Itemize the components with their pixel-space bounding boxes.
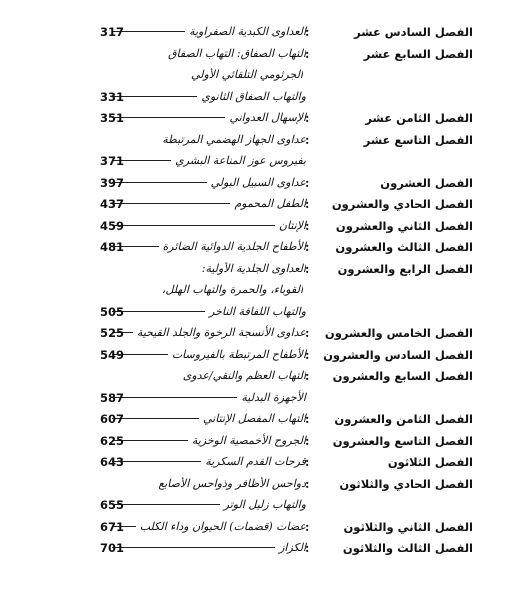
toc-row	[0, 431, 529, 453]
page-number: 607	[100, 412, 125, 426]
colon-separator: :	[305, 261, 310, 276]
entry-title: والتهاب اللفافة الناخر	[209, 304, 306, 318]
page-number: 459	[100, 218, 125, 233]
entry-title: القوباء، والحمرة والتهاب الهلل،	[161, 283, 303, 296]
entry-title: دواحس الأظافر وذواحس الأصابع	[158, 476, 306, 490]
colon-separator: :	[305, 46, 310, 61]
entry-title: التهاب المفصل الإنتاني	[203, 412, 306, 425]
toc-row	[0, 345, 529, 367]
toc-row	[0, 173, 529, 195]
toc-row	[0, 22, 529, 44]
toc-row	[0, 366, 529, 388]
entry-title: الأجهزة البدلية	[241, 390, 306, 404]
colon-separator: :	[305, 412, 310, 426]
entry-title-with-leader	[106, 412, 306, 425]
colon-separator: :	[305, 111, 310, 125]
page-number: 525	[100, 326, 125, 340]
page-number: 505	[100, 304, 125, 319]
entry-title: الأطفاح المرتبطة بالفيروسات	[171, 347, 306, 361]
chapter-label: الفصل الحادي والعشرون	[331, 197, 473, 211]
leader-line	[112, 547, 275, 548]
page-number: 371	[100, 154, 125, 168]
entry-title: التهاب العظم والنقي/عدوى	[182, 369, 306, 382]
chapter-label: الفصل التاسع عشر	[363, 132, 473, 147]
toc-row	[0, 388, 529, 410]
chapter-label: الفصل الثامن عشر	[365, 111, 473, 125]
entry-title-with-leader	[106, 434, 306, 447]
leader-line	[112, 96, 197, 97]
toc-row	[0, 280, 529, 302]
toc-row	[0, 44, 529, 66]
chapter-label: الفصل الثاني والعشرون	[335, 218, 473, 233]
toc-row	[0, 130, 529, 152]
entry-title: قرحات القدم السكرية	[205, 455, 306, 468]
page-number: 643	[100, 455, 125, 469]
toc-row	[0, 474, 529, 496]
page-number: 397	[100, 175, 125, 190]
colon-separator: :	[305, 175, 310, 190]
entry-title: الكزاز	[279, 541, 306, 554]
toc-row	[0, 259, 529, 281]
toc-row	[0, 495, 529, 517]
toc-row	[0, 151, 529, 173]
entry-title-with-leader	[106, 25, 306, 38]
colon-separator: :	[305, 25, 310, 39]
chapter-label: الفصل الثاني والثلاثون	[343, 519, 473, 534]
toc-row	[0, 517, 529, 539]
entry-title-with-leader	[106, 391, 306, 404]
colon-separator: :	[305, 455, 310, 469]
entry-title-with-leader	[106, 541, 306, 554]
entry-title-with-leader	[106, 176, 306, 189]
leader-line	[112, 504, 220, 505]
entry-title: والتهاب الصفاق الثانوي	[201, 89, 306, 103]
entry-title: العداوى الكبدية الصفراوية	[189, 25, 306, 38]
chapter-label: الفصل الرابع والعشرون	[337, 261, 473, 276]
entry-title: العداوى الجلدية الأولية:	[201, 261, 306, 275]
chapter-label: الفصل السابع والعشرون	[332, 369, 473, 383]
chapter-label: الفصل الخامس والعشرون	[324, 326, 473, 340]
entry-title: بفيروس عوز المناعة البشري	[175, 154, 306, 167]
page-number: 655	[100, 498, 125, 512]
colon-separator: :	[305, 218, 310, 233]
colon-separator: :	[305, 519, 310, 534]
entry-title: الجروح الأخمصية الوخزية	[191, 433, 306, 447]
entry-title: التهاب الصفاق: التهاب الصفاق	[168, 46, 306, 60]
colon-separator: :	[305, 347, 310, 362]
chapter-label: الفصل الثالث والثلاثون	[342, 541, 473, 555]
leader-line	[112, 418, 199, 419]
chapter-label: الفصل الثامن والعشرون	[334, 412, 473, 426]
leader-line	[112, 461, 201, 462]
entry-title: عداوى الجهاز الهضمي المرتبطة	[162, 132, 306, 146]
chapter-label: الفصل التاسع والعشرون	[332, 433, 473, 448]
toc-row	[0, 216, 529, 238]
colon-separator: :	[305, 132, 310, 147]
toc-row	[0, 409, 529, 431]
entry-title-with-leader	[106, 498, 306, 511]
toc-row	[0, 302, 529, 324]
entry-title: الإسهال العدواني	[229, 111, 306, 124]
entry-title-with-leader	[106, 90, 306, 103]
entry-title: الأطفاح الجلدية الدوائية الضائرة	[162, 240, 306, 253]
entry-title-with-leader	[106, 348, 306, 361]
toc-row	[0, 108, 529, 130]
toc-row	[0, 452, 529, 474]
chapter-label: الفصل الحادي والثلاثون	[339, 476, 473, 491]
leader-line	[112, 225, 275, 226]
colon-separator: :	[305, 240, 310, 254]
page-number: 317	[100, 25, 125, 39]
leader-line	[112, 117, 225, 118]
toc-row	[0, 65, 529, 87]
chapter-label: الفصل السادس والعشرون	[323, 347, 473, 362]
entry-title: عداوى الأنسجة الرخوة والجلد القيحية	[136, 326, 306, 339]
page-number: 671	[100, 519, 125, 534]
page-number: 331	[100, 89, 125, 104]
entry-title: الطفل المحموم	[234, 197, 306, 210]
entry-title-with-leader	[106, 520, 306, 533]
toc-row	[0, 538, 529, 560]
colon-separator: :	[305, 476, 310, 491]
entry-title: الجرثومي التلقائي الأولي	[190, 68, 303, 81]
table-of-contents	[0, 22, 529, 560]
page-number: 549	[100, 347, 125, 362]
entry-title-with-leader	[106, 197, 306, 210]
toc-row	[0, 87, 529, 109]
entry-title: عضات (قضمات) الحيوان وداء الكلب	[139, 519, 306, 533]
entry-title-with-leader	[106, 219, 306, 232]
page-number: 625	[100, 433, 125, 448]
entry-title: عداوى السبيل البولي	[210, 175, 306, 189]
toc-row	[0, 237, 529, 259]
chapter-label: الفصل السابع عشر	[363, 46, 473, 61]
leader-line	[112, 397, 237, 398]
colon-separator: :	[305, 197, 310, 211]
chapter-label: الفصل الثالث والعشرون	[335, 240, 473, 254]
entry-title-with-leader	[106, 455, 306, 468]
entry-title-with-leader	[106, 111, 306, 124]
page-number: 701	[100, 541, 125, 555]
entry-title-with-leader	[106, 240, 306, 253]
page-number: 587	[100, 390, 125, 405]
colon-separator: :	[305, 433, 310, 448]
entry-title: والتهاب زليل الوتر	[223, 498, 306, 511]
toc-row	[0, 323, 529, 345]
entry-title-with-leader	[106, 154, 306, 167]
entry-title: الإنتان	[278, 218, 306, 232]
page-number: 351	[100, 111, 125, 125]
page-number: 437	[100, 197, 125, 211]
leader-line	[112, 182, 207, 183]
entry-title-with-leader	[106, 305, 306, 318]
colon-separator: :	[305, 541, 310, 555]
toc-row	[0, 194, 529, 216]
chapter-label: الفصل الثلاثون	[387, 455, 473, 469]
chapter-label: الفصل العشرون	[380, 175, 473, 190]
entry-title-with-leader	[106, 326, 306, 339]
colon-separator: :	[305, 369, 310, 383]
colon-separator: :	[305, 326, 310, 340]
leader-line	[112, 311, 205, 312]
leader-line	[112, 203, 230, 204]
page-number: 481	[100, 240, 125, 254]
chapter-label: الفصل السادس عشر	[354, 25, 473, 39]
